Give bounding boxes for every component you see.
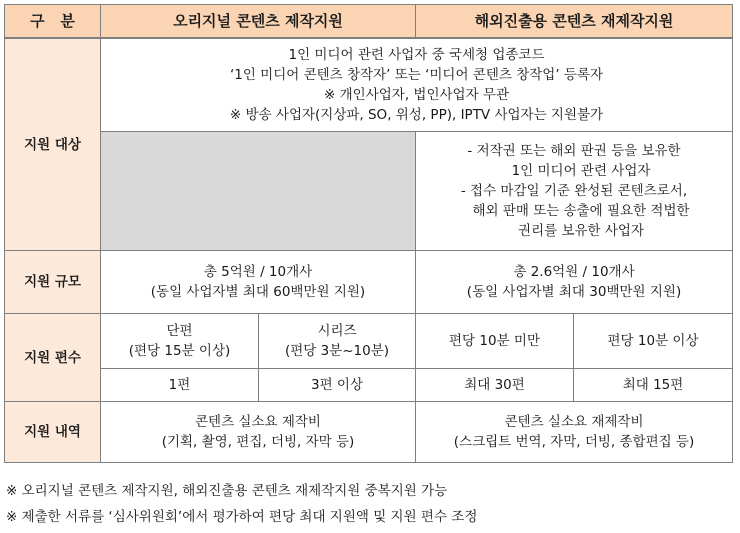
episodes-count-row [5, 369, 733, 402]
episodes-series-count: 3편 이상 [259, 369, 416, 402]
episodes-single-count: 1편 [101, 369, 259, 402]
target-specific-row [5, 132, 733, 251]
header-overseas: 해외진출용 콘텐츠 재제작지원 [416, 5, 733, 39]
target-common-row [5, 38, 733, 132]
footnote: ※ 오리지널 콘텐츠 제작지원, 해외진출용 콘텐츠 재제작지원 중복지원 가능 [6, 483, 448, 499]
header-row [5, 5, 733, 39]
episodes-label: 지원 편수 [5, 314, 101, 402]
header-original: 오리지널 콘텐츠 제작지원 [101, 5, 416, 39]
episodes-series-title: 시리즈 [317, 323, 357, 339]
header-category: 구 분 [5, 5, 101, 39]
details-overseas-title: 콘텐츠 실소요 재제작비 [504, 414, 644, 430]
target-overseas-item-cont: 1인 미디어 관련 사업자 [511, 163, 651, 179]
target-common-line: ※ 방송 사업자(지상파, SO, 위성, PP), IPTV 사업자는 지원불가 [229, 107, 604, 123]
target-overseas-item: - 접수 마감일 기준 완성된 콘텐츠로서, [460, 183, 688, 199]
scale-original-cell [101, 251, 416, 314]
scale-original-max: (동일 사업자별 최대 60백만원 지원) [150, 284, 366, 300]
target-common-cell [101, 38, 733, 132]
details-overseas-items: (스크립트 번역, 자막, 더빙, 종합편집 등) [453, 434, 695, 450]
episodes-over10-count: 최대 15편 [574, 369, 733, 402]
details-original-items: (기획, 촬영, 편집, 더빙, 자막 등) [161, 434, 355, 450]
target-overseas-item: - 저작권 또는 해외 판권 등을 보유한 [467, 143, 681, 159]
target-common-line: ※ 개인사업자, 법인사업자 무관 [324, 87, 509, 103]
scale-overseas-cell [416, 251, 733, 314]
scale-row [5, 251, 733, 314]
target-overseas-cell [416, 132, 733, 251]
details-row [5, 402, 733, 463]
target-label: 지원 대상 [5, 38, 101, 251]
episodes-single-title: 단편 [166, 323, 193, 339]
scale-overseas-max: (동일 사업자별 최대 30백만원 지원) [466, 284, 682, 300]
scale-overseas-total: 총 2.6억원 / 10개사 [513, 264, 635, 280]
scale-original-total: 총 5억원 / 10개사 [203, 264, 313, 280]
footnotes [6, 478, 477, 530]
episodes-over10-cell: 편당 10분 이상 [574, 314, 733, 369]
target-original-empty-cell [101, 132, 416, 251]
details-overseas-cell [416, 402, 733, 463]
details-original-title: 콘텐츠 실소요 제작비 [195, 414, 321, 430]
episodes-single-length: (편당 15분 이상) [128, 343, 231, 359]
details-label: 지원 내역 [5, 402, 101, 463]
footnote: ※ 제출한 서류를 ‘심사위원회’에서 평가하여 편당 최대 지원액 및 지원 편수 조정 [6, 509, 478, 525]
target-overseas-item-cont: 권리를 보유한 사업자 [518, 223, 644, 239]
details-original-cell [101, 402, 416, 463]
episodes-series-cell [259, 314, 416, 369]
episodes-under10-cell: 편당 10분 미만 [416, 314, 574, 369]
target-overseas-item-cont: 해외 판매 또는 송출에 필요한 적법한 [472, 203, 690, 219]
episodes-under10-count: 최대 30편 [416, 369, 574, 402]
scale-label: 지원 규모 [5, 251, 101, 314]
episodes-type-row [5, 314, 733, 369]
target-common-line: 1인 미디어 관련 사업자 중 국세청 업종코드 [288, 47, 545, 63]
support-table [4, 4, 733, 463]
episodes-single-cell [101, 314, 259, 369]
target-common-line: ‘1인 미디어 콘텐츠 창작자’ 또는 ‘미디어 콘텐츠 창작업’ 등록자 [229, 67, 604, 83]
episodes-series-length: (편당 3분~10분) [284, 343, 390, 359]
